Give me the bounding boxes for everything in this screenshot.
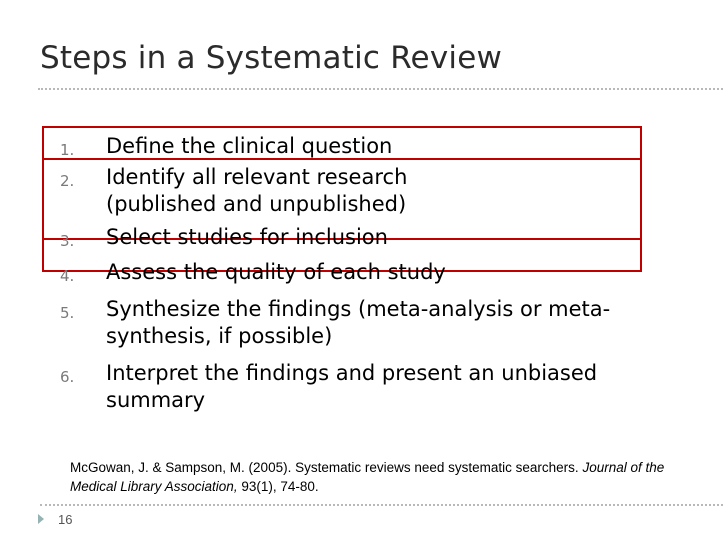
footer-triangle-icon: [38, 514, 44, 524]
footer-divider: [40, 504, 723, 506]
list-item-text: Assess the quality of each study: [106, 260, 446, 284]
title-divider: [38, 88, 723, 90]
list-item-text: Select studies for inclusion: [106, 225, 388, 249]
list-item: [50, 164, 650, 218]
list-item-number: 4.: [60, 267, 75, 285]
list-item: [50, 224, 650, 251]
list-item-text: Define the clinical question: [106, 134, 393, 158]
list-item: [50, 296, 650, 350]
list-item-number: 3.: [60, 232, 75, 250]
list-item-text-continued: synthesis, if possible): [106, 324, 333, 348]
list-item-number: 1.: [60, 141, 75, 159]
citation-details: 93(1), 74-80.: [237, 479, 319, 494]
citation-authors: McGowan, J. & Sampson, M. (2005). Systematic reviews need systematic searchers.: [70, 460, 583, 475]
list-item-number: 2.: [60, 172, 75, 190]
reference-citation: [70, 458, 670, 496]
list-item: [50, 259, 650, 286]
list-item-text: Identify all relevant research: [106, 165, 408, 189]
list-item-text: Synthesize the findings (meta-analysis or meta-: [106, 297, 611, 321]
list-item: [50, 133, 650, 160]
list-item-number: 5.: [60, 304, 75, 322]
list-item-text-continued: summary: [106, 388, 206, 412]
citation-journal: Journal of the Medical Library Association,: [70, 460, 665, 494]
list-item-number: 6.: [60, 368, 75, 386]
slide-number: 16: [58, 512, 73, 527]
slide-title: Steps in a Systematic Review: [40, 40, 503, 76]
list-item-text-continued: (published and unpublished): [106, 192, 407, 216]
steps-list: [50, 133, 650, 414]
list-item-text: Interpret the findings and present an unbiased: [106, 361, 598, 385]
list-item: [50, 360, 650, 414]
